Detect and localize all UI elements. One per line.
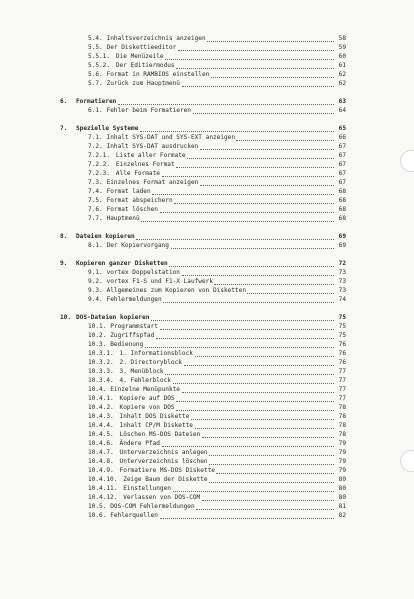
section-gap bbox=[0, 250, 414, 259]
toc-page-number: 78 bbox=[338, 404, 346, 411]
toc-entry bbox=[0, 412, 414, 421]
toc-number: 5.7. bbox=[88, 80, 103, 87]
toc-title: Fehler beim Formatieren bbox=[106, 107, 191, 114]
toc-number: 9.4. bbox=[88, 296, 103, 303]
toc-entry bbox=[0, 331, 414, 340]
toc-number: 6.1. bbox=[88, 107, 103, 114]
dot-leader bbox=[195, 427, 334, 429]
toc-number: 10.4.6. bbox=[88, 440, 114, 447]
toc-entry bbox=[0, 61, 414, 70]
dot-leader bbox=[182, 391, 334, 393]
toc-number: 7.2.2. bbox=[88, 161, 111, 168]
toc-number: 7.6. bbox=[88, 206, 103, 213]
dot-leader bbox=[160, 211, 334, 213]
toc-entry bbox=[0, 295, 414, 304]
toc-title: Liste aller Formate bbox=[115, 152, 186, 159]
dot-leader bbox=[156, 337, 334, 339]
toc-title: Format abspeichern bbox=[106, 197, 173, 204]
toc-title: Verlassen von DOS-COM bbox=[123, 494, 201, 501]
toc-number: 7. bbox=[60, 125, 68, 132]
toc-page-number: 61 bbox=[338, 62, 346, 69]
toc-page-number: 76 bbox=[338, 359, 346, 366]
toc-title: Programmstart bbox=[110, 323, 158, 330]
toc-page-number: 69 bbox=[338, 233, 346, 240]
toc-entry bbox=[0, 466, 414, 475]
toc-chapter bbox=[0, 259, 414, 268]
dot-leader bbox=[176, 67, 334, 69]
toc-page-number: 68 bbox=[338, 215, 346, 222]
dot-leader bbox=[191, 418, 334, 420]
toc-entry bbox=[0, 421, 414, 430]
dot-leader bbox=[136, 238, 334, 240]
toc-entry bbox=[0, 322, 414, 331]
toc-title: Löschen MS-DOS Dateien bbox=[119, 431, 201, 438]
toc-title: DOS-Dateien kopieren bbox=[76, 314, 150, 321]
toc-page-number: 72 bbox=[338, 260, 346, 267]
toc-page-number: 75 bbox=[338, 332, 346, 339]
toc-number: 10.4. bbox=[88, 386, 107, 393]
toc-number: 10.4.4. bbox=[88, 422, 114, 429]
section-gap bbox=[0, 223, 414, 232]
toc-entry bbox=[0, 439, 414, 448]
toc-number: 10.3.4. bbox=[88, 377, 114, 384]
toc-page-number: 62 bbox=[338, 80, 346, 87]
dot-leader bbox=[211, 76, 334, 78]
toc-title: Einzelne Menüpunkte bbox=[110, 386, 180, 393]
dot-leader bbox=[176, 409, 334, 411]
dot-leader bbox=[176, 166, 334, 168]
toc-page-number: 79 bbox=[338, 458, 346, 465]
toc-page-number: 74 bbox=[338, 296, 346, 303]
toc-page-number: 73 bbox=[338, 278, 346, 285]
dot-leader bbox=[165, 58, 334, 60]
toc-title: 2. Directoryblock bbox=[119, 359, 182, 366]
toc-entry bbox=[0, 43, 414, 52]
toc-title: Die Menüzeile bbox=[115, 53, 164, 60]
toc-entry bbox=[0, 34, 414, 43]
toc-page-number: 80 bbox=[338, 494, 346, 501]
toc-page-number: 77 bbox=[338, 377, 346, 384]
toc-title: Inhalt CP/M Diskette bbox=[119, 422, 193, 429]
toc-title: Allgemeines zum Kopieren von Disketten bbox=[106, 287, 247, 294]
dot-leader bbox=[196, 508, 334, 510]
toc-entry bbox=[0, 394, 414, 403]
dot-leader bbox=[209, 454, 334, 456]
toc-number: 10.4.12. bbox=[88, 494, 118, 501]
toc-number: 9.3. bbox=[88, 287, 103, 294]
toc-number: 7.5. bbox=[88, 197, 103, 204]
toc-title: Bedienung bbox=[110, 341, 144, 348]
dot-leader bbox=[176, 400, 334, 402]
toc-chapter bbox=[0, 232, 414, 241]
toc-entry bbox=[0, 52, 414, 61]
toc-page-number: 64 bbox=[338, 107, 346, 114]
toc-page-number: 80 bbox=[338, 476, 346, 483]
dot-leader bbox=[193, 112, 334, 114]
toc-title: Unterverzeichnis anlegen bbox=[119, 449, 208, 456]
toc-entry bbox=[0, 214, 414, 223]
dot-leader bbox=[182, 274, 334, 276]
dot-leader bbox=[173, 490, 334, 492]
toc-number: 10.4.2. bbox=[88, 404, 114, 411]
toc-number: 10.1. bbox=[88, 323, 107, 330]
toc-title: Zurück zum Hauptmenü bbox=[106, 80, 180, 87]
toc-entry bbox=[0, 376, 414, 385]
toc-entry bbox=[0, 106, 414, 115]
section-gap bbox=[0, 115, 414, 124]
toc-page-number: 63 bbox=[338, 98, 346, 105]
toc-number: 7.4. bbox=[88, 188, 103, 195]
toc-entry bbox=[0, 277, 414, 286]
toc-page-number: 73 bbox=[338, 269, 346, 276]
toc-entry bbox=[0, 448, 414, 457]
dot-leader bbox=[151, 319, 334, 321]
section-gap bbox=[0, 88, 414, 97]
toc-title: Zeige Baum der Diskette bbox=[123, 476, 208, 483]
toc-page-number: 75 bbox=[338, 323, 346, 330]
toc-page-number: 60 bbox=[338, 53, 346, 60]
toc-title: Dateien kopieren bbox=[76, 233, 135, 240]
toc-number: 10. bbox=[60, 314, 72, 321]
toc-entry bbox=[0, 151, 414, 160]
toc-title: Kopiere auf DOS bbox=[119, 395, 175, 402]
toc-entry bbox=[0, 349, 414, 358]
toc-number: 10.3.1. bbox=[88, 350, 114, 357]
toc-number: 8.1. bbox=[88, 242, 103, 249]
toc-title: Einzelnes Format anzeigen bbox=[106, 179, 199, 186]
toc-entry bbox=[0, 205, 414, 214]
toc-title: Format in RAMBIOS einstellen bbox=[106, 71, 210, 78]
dot-leader bbox=[162, 175, 334, 177]
toc-number: 5.4. bbox=[88, 35, 103, 42]
toc-number: 9.1. bbox=[88, 269, 103, 276]
toc-entry bbox=[0, 457, 414, 466]
toc-entry bbox=[0, 367, 414, 376]
toc-number: 10.5. bbox=[88, 503, 107, 510]
toc-number: 7.3. bbox=[88, 179, 103, 186]
dot-leader bbox=[209, 481, 334, 483]
toc-page-number: 77 bbox=[338, 395, 346, 402]
section-gap bbox=[0, 304, 414, 313]
dot-leader bbox=[162, 445, 334, 447]
dot-leader bbox=[171, 247, 334, 249]
toc-title: Formatiere MS-DOS Diskette bbox=[119, 467, 215, 474]
toc-number: 10.4.1. bbox=[88, 395, 114, 402]
toc-title: Der Kopiervorgang bbox=[106, 242, 169, 249]
toc-number: 10.2. bbox=[88, 332, 107, 339]
toc-number: 5.5. bbox=[88, 44, 103, 51]
toc-page-number: 73 bbox=[338, 287, 346, 294]
toc-entry bbox=[0, 187, 414, 196]
toc-chapter bbox=[0, 313, 414, 322]
toc-number: 7.2. bbox=[88, 143, 103, 150]
toc-page-number: 68 bbox=[338, 206, 346, 213]
dot-leader bbox=[187, 157, 334, 159]
dot-leader bbox=[178, 49, 334, 51]
toc-entry bbox=[0, 340, 414, 349]
toc-entry bbox=[0, 286, 414, 295]
toc-title: Alle Formate bbox=[115, 170, 160, 177]
dot-leader bbox=[163, 301, 334, 303]
toc-number: 9.2. bbox=[88, 278, 103, 285]
toc-entry bbox=[0, 70, 414, 79]
toc-number: 10.6. bbox=[88, 512, 107, 519]
toc-number: 10.4.3. bbox=[88, 413, 114, 420]
toc-chapter bbox=[0, 97, 414, 106]
dot-leader bbox=[160, 328, 334, 330]
toc-number: 10.4.10. bbox=[88, 476, 118, 483]
toc-number: 10.4.7. bbox=[88, 449, 114, 456]
toc-page-number: 58 bbox=[338, 35, 346, 42]
toc-chapter bbox=[0, 124, 414, 133]
toc-title: 4. Fehlerblock bbox=[119, 377, 171, 384]
toc-entry bbox=[0, 430, 414, 439]
toc-page-number: 78 bbox=[338, 422, 346, 429]
toc-entry bbox=[0, 160, 414, 169]
toc-title: Format löschen bbox=[106, 206, 158, 213]
toc-number: 7.1. bbox=[88, 134, 103, 141]
toc-title: Spezielle Systeme bbox=[76, 125, 139, 132]
table-of-contents bbox=[0, 34, 414, 520]
dot-leader bbox=[118, 103, 334, 105]
dot-leader bbox=[200, 184, 334, 186]
toc-entry bbox=[0, 484, 414, 493]
dot-leader bbox=[152, 193, 334, 195]
toc-title: Einzelnes Format bbox=[115, 161, 175, 168]
dot-leader bbox=[216, 472, 334, 474]
toc-entry bbox=[0, 133, 414, 142]
dot-leader bbox=[182, 85, 334, 87]
toc-page-number: 82 bbox=[338, 512, 346, 519]
toc-number: 5.5.1. bbox=[88, 53, 111, 60]
toc-entry bbox=[0, 178, 414, 187]
toc-title: Inhalt SYS-DAT und SYS-EXT anzeigen bbox=[106, 134, 235, 141]
toc-entry bbox=[0, 268, 414, 277]
dot-leader bbox=[173, 382, 334, 384]
toc-entry bbox=[0, 511, 414, 520]
toc-title: vortex Doppelstation bbox=[106, 269, 180, 276]
toc-page-number: 67 bbox=[338, 143, 346, 150]
dot-leader bbox=[140, 130, 334, 132]
dot-leader bbox=[169, 265, 334, 267]
toc-entry bbox=[0, 502, 414, 511]
toc-entry bbox=[0, 196, 414, 205]
toc-number: 5.6. bbox=[88, 71, 103, 78]
dot-leader bbox=[165, 373, 334, 375]
toc-page-number: 78 bbox=[338, 431, 346, 438]
toc-number: 7.7. bbox=[88, 215, 103, 222]
toc-page-number: 67 bbox=[338, 161, 346, 168]
dot-leader bbox=[195, 355, 334, 357]
toc-number: 8. bbox=[60, 233, 68, 240]
toc-title: DOS-COM Fehlermeldungen bbox=[110, 503, 195, 510]
toc-entry bbox=[0, 79, 414, 88]
toc-page-number: 79 bbox=[338, 467, 346, 474]
toc-page-number: 77 bbox=[338, 386, 346, 393]
toc-page-number: 79 bbox=[338, 440, 346, 447]
toc-page-number: 66 bbox=[338, 134, 346, 141]
toc-title: 3. Menüblock bbox=[119, 368, 164, 375]
toc-page-number: 65 bbox=[338, 125, 346, 132]
dot-leader bbox=[209, 463, 334, 465]
toc-number: 9. bbox=[60, 260, 68, 267]
dot-leader bbox=[200, 148, 334, 150]
toc-title: Ändere Pfad bbox=[119, 440, 160, 447]
toc-title: Der Editiermodus bbox=[115, 62, 175, 69]
toc-number: 7.2.1. bbox=[88, 152, 111, 159]
toc-title: Kopieren ganzer Disketten bbox=[76, 260, 168, 267]
toc-title: 1. Informationsblock bbox=[119, 350, 193, 357]
toc-title: Format laden bbox=[106, 188, 151, 195]
dot-leader bbox=[160, 517, 334, 519]
toc-page-number: 67 bbox=[338, 152, 346, 159]
toc-number: 10.4.11. bbox=[88, 485, 118, 492]
toc-number: 10.4.8. bbox=[88, 458, 114, 465]
toc-number: 10.3.2. bbox=[88, 359, 114, 366]
toc-page-number: 68 bbox=[338, 197, 346, 204]
toc-page-number: 67 bbox=[338, 170, 346, 177]
toc-title: Der Diskettieeditor bbox=[106, 44, 177, 51]
toc-page-number: 78 bbox=[338, 413, 346, 420]
toc-title: Einstellungen bbox=[123, 485, 171, 492]
dot-leader bbox=[202, 499, 334, 501]
toc-page-number: 62 bbox=[338, 71, 346, 78]
toc-number: 5.5.2. bbox=[88, 62, 111, 69]
toc-number: 10.4.9. bbox=[88, 467, 114, 474]
toc-title: Kopiere von DOS bbox=[119, 404, 175, 411]
toc-title: vortex F1-S und F1-X Laufwerk bbox=[106, 278, 213, 285]
dot-leader bbox=[236, 139, 334, 141]
toc-page-number: 79 bbox=[338, 449, 346, 456]
toc-entry bbox=[0, 403, 414, 412]
toc-page-number: 67 bbox=[338, 179, 346, 186]
toc-title: Inhalt DOS Diskette bbox=[119, 413, 190, 420]
dot-leader bbox=[202, 436, 334, 438]
toc-title: Zugriffspfad bbox=[110, 332, 155, 339]
toc-page-number: 68 bbox=[338, 188, 346, 195]
toc-page-number: 81 bbox=[338, 503, 346, 510]
toc-title: Formatieren bbox=[76, 98, 117, 105]
toc-entry bbox=[0, 241, 414, 250]
toc-entry bbox=[0, 358, 414, 367]
toc-entry bbox=[0, 169, 414, 178]
toc-number: 7.2.3. bbox=[88, 170, 111, 177]
toc-entry bbox=[0, 385, 414, 394]
dot-leader bbox=[145, 346, 334, 348]
toc-entry bbox=[0, 475, 414, 484]
toc-page-number: 77 bbox=[338, 368, 346, 375]
toc-title: Fehlermeldungen bbox=[106, 296, 162, 303]
dot-leader bbox=[141, 220, 334, 222]
dot-leader bbox=[174, 202, 334, 204]
toc-title: Hauptmenü bbox=[106, 215, 140, 222]
dot-leader bbox=[184, 364, 334, 366]
toc-page-number: 76 bbox=[338, 341, 346, 348]
dot-leader bbox=[247, 292, 334, 294]
toc-title: Fehlerquellen bbox=[110, 512, 158, 519]
toc-number: 6. bbox=[60, 98, 68, 105]
toc-title: Unterverzeichnis löschen bbox=[119, 458, 208, 465]
toc-page-number: 69 bbox=[338, 242, 346, 249]
toc-title: Inhalt SYS-DAT ausdrucken bbox=[106, 143, 199, 150]
toc-page-number: 59 bbox=[338, 44, 346, 51]
dot-leader bbox=[207, 40, 334, 42]
toc-number: 10.3. bbox=[88, 341, 107, 348]
toc-number: 10.4.5. bbox=[88, 431, 114, 438]
toc-title: Inhaltsverzeichnis anzeigen bbox=[106, 35, 206, 42]
toc-entry bbox=[0, 493, 414, 502]
toc-page-number: 75 bbox=[338, 314, 346, 321]
toc-number: 10.3.3. bbox=[88, 368, 114, 375]
dot-leader bbox=[214, 283, 334, 285]
toc-page-number: 80 bbox=[338, 485, 346, 492]
toc-entry bbox=[0, 142, 414, 151]
toc-page-number: 76 bbox=[338, 350, 346, 357]
